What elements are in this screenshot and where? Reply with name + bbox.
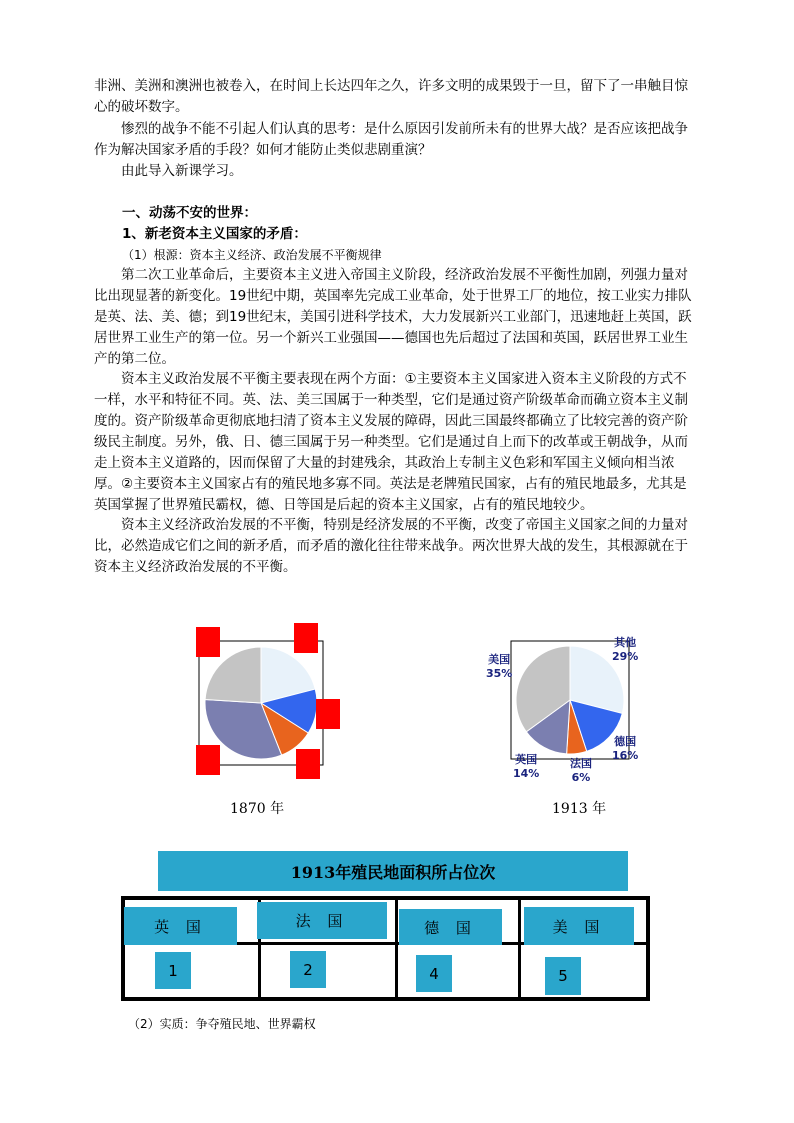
pie-label-france: 法国 6% (570, 757, 592, 784)
pie-label-germany: 德国 16% (612, 735, 639, 762)
paragraph-intro-2: 惨烈的战争不能不引起人们认真的思考：是什么原因引发前所未有的世界大战？是否应该把战争作为解决国家矛盾的手段？如何才能防止类似悲剧重演？ (94, 121, 688, 158)
pie-label-usa: 美国 35% (486, 653, 513, 680)
table-header-germany: 德 国 (399, 909, 502, 945)
table-border-top (121, 896, 650, 900)
paragraph-economic: 第二次工业革命后，主要资本主义进入帝国主义阶段，经济政治发展不平衡性加剧，列强力量对比出现显著的新变化。19世纪中期，英国率先完成工业革命，处于世界工厂的地位，按工业实力排队是英、法、美、德；到19世纪末，美国引进科学技术，大力发展新兴工业部门，迅速地赶上英国，跃居世界工业生产的第一位。另一个新兴工业强国——德国也先后超过了法国和英国，跃居世界工业生产的第二位。 (94, 267, 692, 367)
resize-handle-top-left[interactable] (196, 627, 220, 657)
subheading-root-cause: （1）根源：资本主义经济、政治发展不平衡规律 (122, 248, 382, 262)
table-border-bottom (121, 997, 650, 1001)
table-rank-germany: 4 (416, 955, 452, 992)
resize-handle-bottom-left[interactable] (196, 745, 220, 775)
resize-handle-bottom-right[interactable] (296, 749, 320, 779)
table-rank-usa: 5 (545, 957, 581, 995)
paragraph-political: 资本主义政治发展不平衡主要表现在两个方面：①主要资本主义国家进入资本主义阶段的方式不一样，水平和特征不同。英、法、美三国属于一种类型，它们是通过资产阶级革命而确立资本主义制度的。资产阶级革命更彻底地扫清了资本主义发展的障碍，因此三国最终都确立了比较完善的资产阶级民主制度。另外，俄、日、德三国属于另一种类型。它们是通过自上而下的改革或王朝战争，从而走上资本主义道路的，因而保留了大量的封建残余，其政治上专制主义色彩和军国主义倾向相当浓厚。②主要资本主义国家占有的殖民地多寡不同。英法是老牌殖民国家，占有的殖民地最多，尤其是英国掌握了世界殖民霸权，德、日等国是后起的资本主义国家，占有的殖民地较少。 (94, 371, 688, 513)
table-border-right (646, 896, 650, 1001)
table-title-banner: 1913年殖民地面积所占位次 (158, 851, 628, 891)
caption-1913: 1913 年 (552, 801, 607, 817)
table-divider-3 (518, 896, 521, 1001)
paragraph-intro-1: 非洲、美洲和澳洲也被卷入，在时间上长达四年之久，许多文明的成果毁于一旦，留下了一串触目惊心的破坏数字。 (94, 78, 688, 115)
table-divider-2 (395, 896, 398, 1001)
table-rank-france: 2 (290, 951, 326, 988)
paragraph-conclusion: 资本主义经济政治发展的不平衡，特别是经济发展的不平衡，改变了帝国主义国家之间的力量对比，必然造成它们之间的新矛盾，而矛盾的激化往往带来战争。两次世界大战的发生，其根源就在于资本主义经济政治发展的不平衡。 (94, 517, 688, 575)
table-header-france: 法 国 (257, 902, 387, 939)
table-header-britain: 英 国 (124, 907, 237, 945)
table-header-usa: 美 国 (524, 907, 634, 945)
paragraph-intro-3: 由此导入新课学习。 (121, 163, 243, 179)
table-rank-britain: 1 (155, 952, 191, 989)
caption-1870: 1870 年 (230, 801, 285, 817)
resize-handle-right[interactable] (316, 699, 340, 729)
resize-handle-top-right[interactable] (294, 623, 318, 653)
subheading-essence: （2）实质：争夺殖民地、世界霸权 (128, 1017, 316, 1031)
pie-label-britain: 英国 14% (513, 753, 540, 780)
pie-label-other: 其他 29% (612, 636, 639, 663)
heading-section-1: 一、动荡不安的世界： (122, 205, 257, 221)
heading-subsection-1: 1、新老资本主义国家的矛盾： (122, 226, 307, 242)
